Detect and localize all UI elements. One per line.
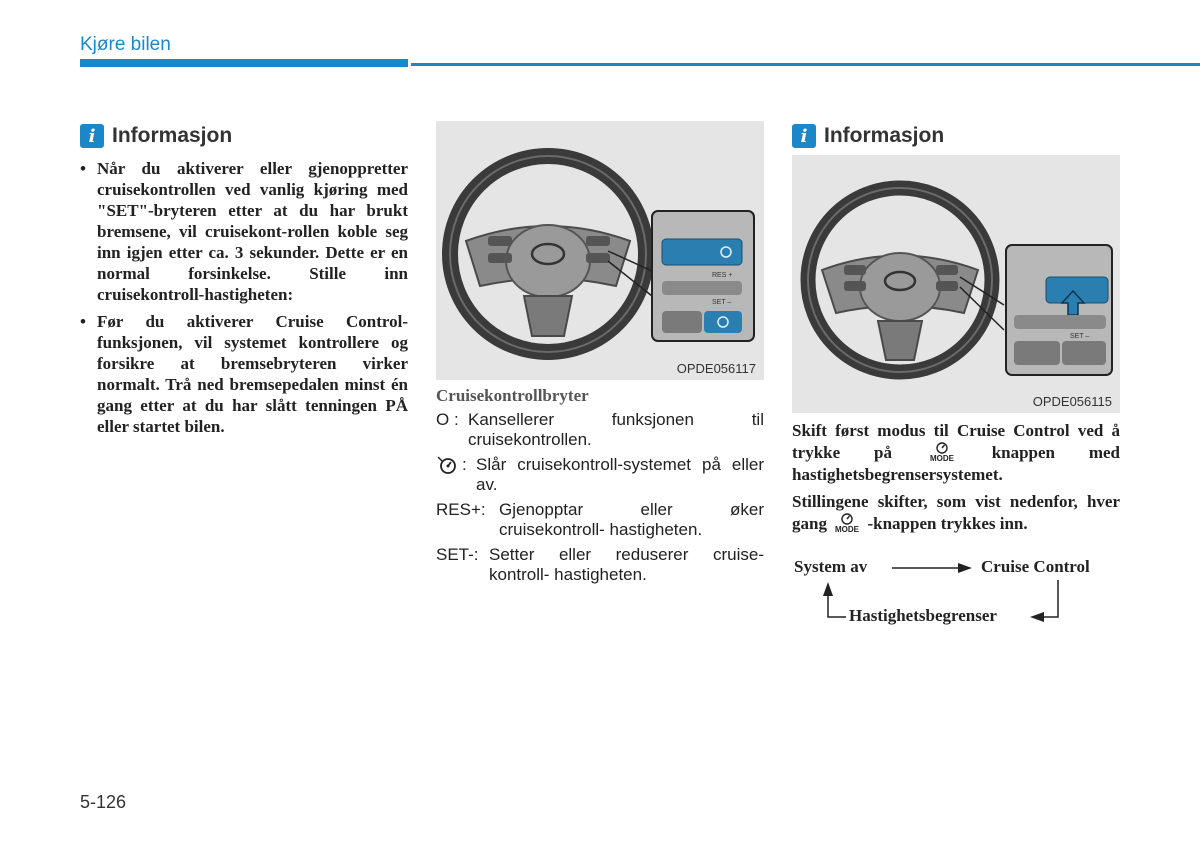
definition-desc: Slår cruisekontroll-systemet på eller av. xyxy=(476,455,764,494)
mode-paragraph-1 xyxy=(792,420,1120,486)
flow-arrows xyxy=(792,552,1120,632)
header-rule-thin xyxy=(411,63,1200,66)
definition-res xyxy=(436,500,764,540)
text-span: Stillingene skifter, som vist nedenfor, hver gang xyxy=(792,492,1120,533)
definition-desc: Gjenopptar eller øker cruisekontroll- hastigheten. xyxy=(499,500,764,539)
left-info-heading xyxy=(80,124,408,148)
mode-label: MODE xyxy=(835,525,860,533)
arrow-up-icon xyxy=(828,594,846,617)
text-span: Skift først modus til Cruise Control ved å trykke på xyxy=(792,421,1120,462)
bullet-icon: • xyxy=(80,159,86,178)
res-switch-label: RES + xyxy=(712,272,733,279)
state-cruise-control: Cruise Control xyxy=(981,557,1090,576)
page-number: 5-126 xyxy=(80,792,127,812)
text-span: knappen med hastighetsbegrensersystemet. xyxy=(792,443,1121,484)
definition-desc: Kansellerer funksjonen til cruisekontrollen. xyxy=(468,410,764,449)
mode-button-icon xyxy=(926,442,958,462)
cruise-control-switch-list xyxy=(436,386,764,590)
mode-cycle-diagram xyxy=(792,552,1120,632)
mode-button-icon xyxy=(831,513,863,533)
right-info-box xyxy=(792,124,1120,148)
steering-wheel-illustration xyxy=(436,121,764,380)
info-bullet-list xyxy=(80,158,408,437)
bullet-text: Før du aktiverer Cruise Control-funksjonen, vil systemet kontrollere og forsikre at bremsebryteren virker normalt. Trå ned bremsepedalen minst én gang etter at du har slått tenningen PÅ eller startet bilen. xyxy=(97,312,408,436)
mode-paragraph-2 xyxy=(792,491,1120,535)
set-switch-label: SET – xyxy=(712,299,732,306)
definition-set xyxy=(436,545,764,585)
definition-desc: Setter eller reduserer cruise-kontroll- hastigheten. xyxy=(489,545,764,584)
definition-term: O : xyxy=(436,410,459,429)
info-title: Informasjon xyxy=(824,124,945,147)
set-switch-label: SET – xyxy=(1070,333,1090,340)
definition-cancel xyxy=(436,410,764,450)
state-speed-limiter: Hastighetsbegrenser xyxy=(849,606,997,625)
cruise-control-icon xyxy=(436,455,462,475)
info-icon: i xyxy=(792,124,816,148)
text-span: -knappen trykkes inn. xyxy=(867,514,1028,533)
definition-term: RES+: xyxy=(436,500,486,519)
definition-term: SET-: xyxy=(436,545,479,564)
bullet-text: Når du aktiverer eller gjenoppretter cruisekontrollen ved vanlig kjøring med "SET"-bryteren etter at du har brukt bremsene, vil cruisekont-rollen koble seg inn igjen etter ca. 3 sekunder. Dette er en normal forsinkelse. Stille inn cruisekontroll-hastigheten: xyxy=(97,159,408,304)
info-title: Informasjon xyxy=(112,124,233,147)
definition-cruise-onoff xyxy=(436,455,764,495)
definition-term: : xyxy=(462,455,467,474)
chapter-title: Kjøre bilen xyxy=(80,34,171,55)
info-bullet-1 xyxy=(80,158,408,305)
figure-code: OPDE056117 xyxy=(676,361,756,376)
steering-wheel-mode-illustration xyxy=(792,155,1120,413)
figure-caption: Cruisekontrollbryter xyxy=(436,386,589,405)
steering-wheel-figure-2 xyxy=(792,155,1120,413)
info-icon: i xyxy=(80,124,104,148)
arrow-return-icon xyxy=(1044,580,1058,617)
left-info-box xyxy=(80,124,408,443)
definition-term-with-icon xyxy=(436,455,467,475)
header-rule-thick xyxy=(80,59,408,67)
state-system-off: System av xyxy=(794,557,868,576)
steering-wheel-figure-1 xyxy=(436,121,764,380)
mode-label: MODE xyxy=(929,454,954,462)
mode-instructions xyxy=(792,420,1120,540)
figure-code: OPDE056115 xyxy=(1032,394,1112,409)
info-bullet-2 xyxy=(80,311,408,437)
bullet-icon: • xyxy=(80,312,86,331)
right-info-heading xyxy=(792,124,1120,148)
